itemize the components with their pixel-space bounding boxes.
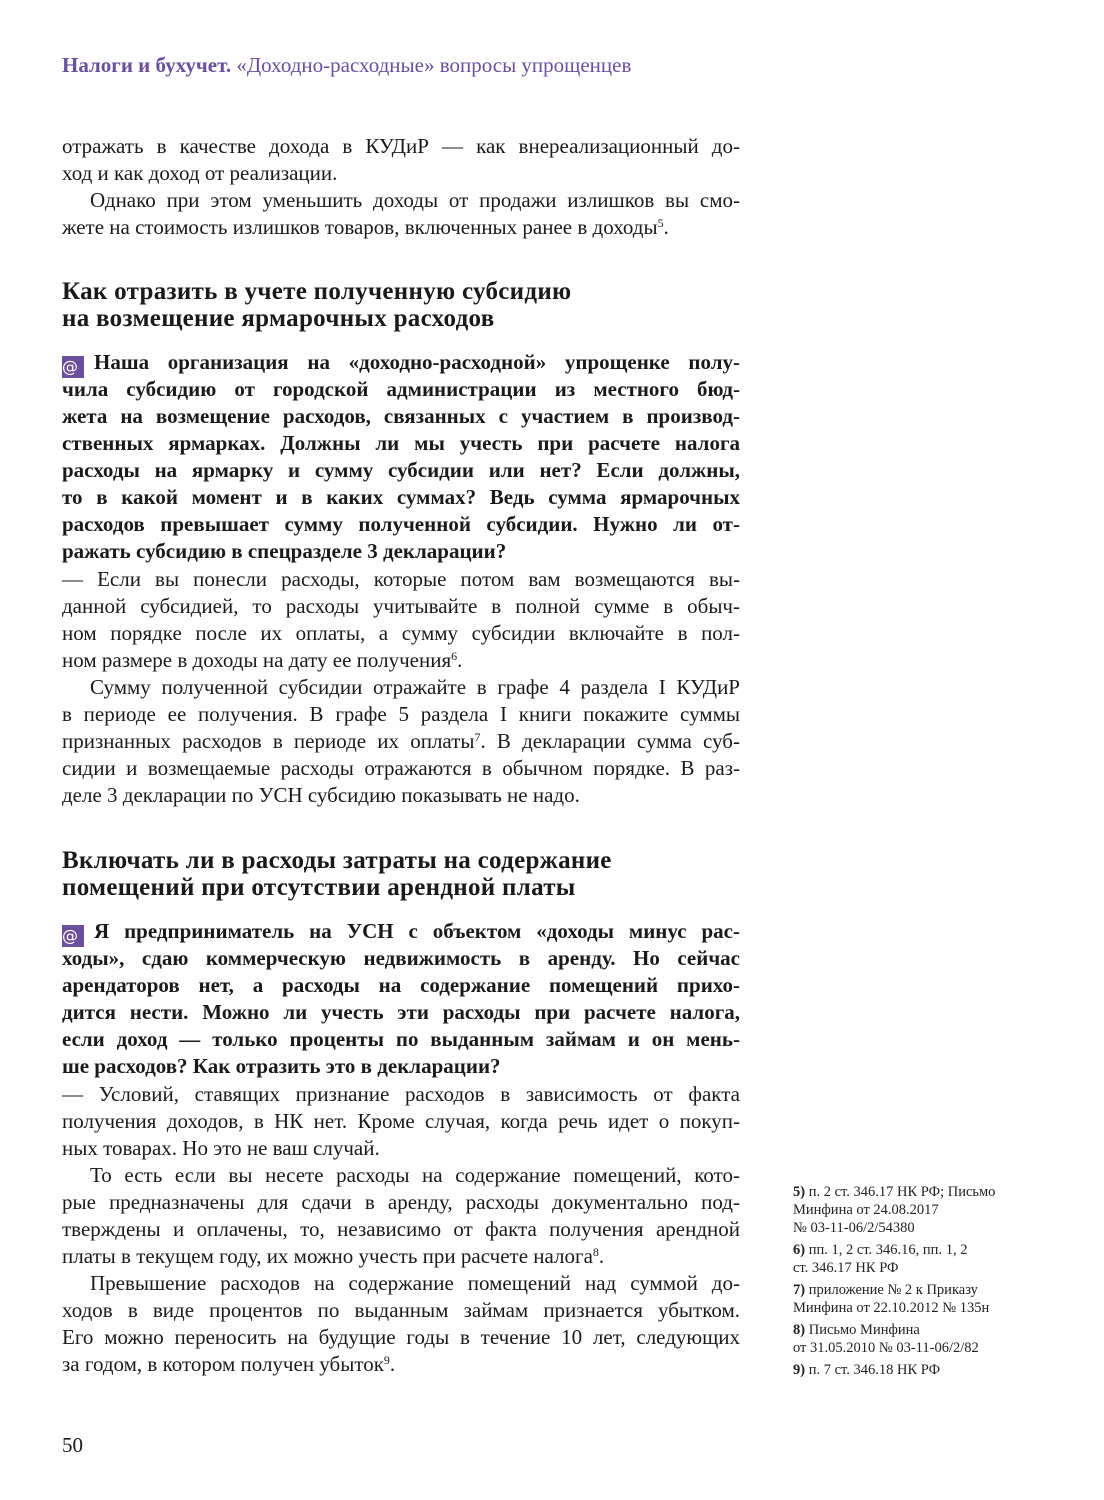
text-line: тверждены и оплачены, то, независимо от факта получения арендной [62,1217,740,1241]
text: Я предприниматель на УСН с объектом «доходы минус рас- [94,919,740,943]
email-question-icon: @ [62,925,84,947]
text-line: ственных ярмарках. Должны ли мы учесть при расчете налога [62,431,740,455]
text: . В декларации сумма суб- [480,729,740,753]
footnote-ref[interactable]: 9 [383,1353,390,1367]
text-line: ходов в виде процентов по выданным займам признается убытком. [62,1298,740,1322]
text: пп. 1, 2 ст. 346.16, пп. 1, 2 [808,1242,968,1258]
text: Минфина от 22.10.2012 № 135н [793,1300,990,1316]
text-line: то в какой момент и в каких суммах? Ведь сумма ярмарочных [62,485,740,509]
text-line: если доход — только проценты по выданным займам и он мень- [62,1027,740,1051]
text: Минфина от 24.08.2017 [793,1202,939,1218]
footnote-num: 7) [793,1282,806,1298]
text-line: — Если вы понесли расходы, которые потом вам возмещаются вы- [62,567,740,591]
text: ст. 346.17 НК РФ [793,1260,899,1276]
text: за годом, в котором получен убыток [62,1352,384,1376]
text-line: арендаторов нет, а расходы на содержание помещений прихо- [62,973,740,997]
text: . [457,648,463,672]
question-1 [62,349,740,565]
section-premises [62,847,740,901]
text-line: данной субсидией, то расходы учитывайте в полной сумме в обыч- [62,594,740,618]
text-line [62,728,740,755]
intro-text [62,133,740,241]
text: № 03-11-06/2/54380 [793,1220,915,1236]
answer-2 [62,1081,740,1378]
footnote [793,1183,1033,1237]
text-line: ных товарах. Но это не ваш случай. [62,1136,380,1160]
text: от 31.05.2010 № 03-11-06/2/82 [793,1340,979,1356]
section-heading: на возмещение ярмарочных расходов [62,305,495,332]
text: . [663,215,669,239]
running-header [62,53,631,78]
section-heading: Включать ли в расходы затраты на содержание [62,847,612,874]
header-section: Налоги и бухучет. [62,53,232,77]
text: Письмо Минфина [808,1322,920,1338]
text-line: расходов превышает сумму полученной субсидии. Нужно ли от- [62,512,740,536]
text-line: жета на возмещение расходов, связанных с участием в производ- [62,404,740,428]
footnote-ref[interactable]: 6 [451,649,458,663]
footnote [793,1241,1033,1277]
text-line [62,214,740,241]
header-title: «Доходно-расходные» вопросы упрощенцев [236,53,632,77]
section-heading: помещений при отсутствии арендной платы [62,874,576,901]
text-line: в периоде ее получения. В графе 5 раздела I книги покажите суммы [62,702,740,726]
text: платы в текущем году, их можно учесть при расчете налога [62,1244,593,1268]
footnote-num: 5) [793,1184,806,1200]
text: признанных расходов в периоде их оплаты [62,729,475,753]
section-heading: Как отразить в учете полученную субсидию [62,278,572,305]
text-line: Его можно переносить на будущие годы в течение 10 лет, следующих [62,1325,740,1349]
text-line: — Условий, ставящих признание расходов в зависимость от факта [62,1082,740,1106]
text-line: То есть если вы несете расходы на содержание помещений, кото- [90,1163,740,1187]
text-line: сидии и возмещаемые расходы отражаются в обычном порядке. В раз- [62,756,740,780]
text: Наша организация на «доходно-расходной» упрощенке полу- [94,350,740,374]
text-line: ном порядке после их оплаты, а сумму субсидии включайте в пол- [62,621,740,645]
text-line: получения доходов, в НК нет. Кроме случая, когда речь идет о покуп- [62,1109,740,1133]
section-subsidy [62,278,740,332]
text-line: дится нести. Можно ли учесть эти расходы при расчете налога, [62,1000,740,1024]
text: п. 7 ст. 346.18 НК РФ [808,1362,941,1378]
text-line [62,1351,740,1378]
text: п. 2 ст. 346.17 НК РФ; Письмо [808,1184,996,1200]
footnote-ref[interactable]: 7 [474,730,481,744]
footnote-num: 9) [793,1362,806,1378]
text-line: рые предназначены для сдачи в аренду, расходы документально под- [62,1190,740,1214]
text-line: расходы на ярмарку и сумму субсидии или нет? Если должны, [62,458,740,482]
text: ном размере в доходы на дату ее получения [62,648,452,672]
text: жете на стоимость излишков товаров, включенных ранее в доходы [62,215,658,239]
footnote [793,1281,1033,1317]
footnote-ref[interactable]: 8 [592,1245,599,1259]
footnote [793,1321,1033,1357]
text-line: Однако при этом уменьшить доходы от продажи излишков вы смо- [90,188,740,212]
text-line: Сумму полученной субсидии отражайте в графе 4 раздела I КУДиР [90,675,740,699]
footnote-num: 8) [793,1322,806,1338]
email-question-icon: @ [62,356,84,378]
page-number: 50 [62,1433,83,1457]
footnote [793,1361,1033,1379]
text-line [62,647,740,674]
text-line: деле 3 декларации по УСН субсидию показывать не надо. [62,783,580,807]
text-line [62,1243,740,1270]
text-line: чила субсидию от городской администрации из местного бюд- [62,377,740,401]
text: . [389,1352,396,1376]
text: . [598,1244,605,1268]
text-line: ражать субсидию в спецразделе 3 декларации? [62,539,507,563]
text-line: ход и как доход от реализации. [62,161,338,185]
answer-1 [62,566,740,809]
text: приложение № 2 к Приказу [808,1282,978,1298]
footnote-num: 6) [793,1242,806,1258]
text-line: ше расходов? Как отразить это в декларации? [62,1054,501,1078]
footnotes [793,1183,1033,1383]
text-line: Превышение расходов на содержание помещений над суммой до- [90,1271,740,1295]
text-line: отражать в качестве дохода в КУДиР — как внереализационный до- [62,134,740,158]
question-2 [62,918,740,1080]
text-line: ходы», сдаю коммерческую недвижимость в аренду. Но сейчас [62,946,740,970]
footnote-ref[interactable]: 5 [657,216,664,230]
